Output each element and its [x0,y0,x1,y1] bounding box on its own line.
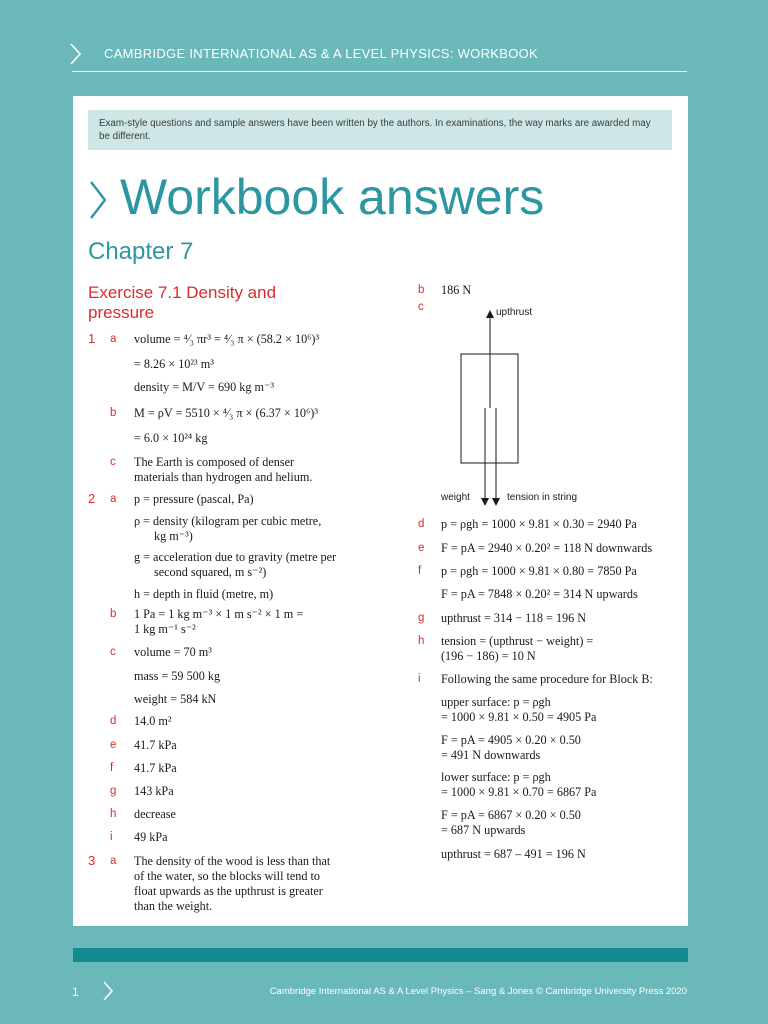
part-letter: c [110,646,116,658]
answer-line: mass = 59 500 kg [134,669,221,683]
force-diagram [430,300,630,515]
part-letter: e [418,542,425,554]
answer-line: g = acceleration due to gravity (metre per [134,550,337,564]
answer-line: F = pA = 7848 × 0.20² = 314 N upwards [441,587,638,601]
part-letter: a [110,855,117,867]
answer-line: upthrust = 687 – 491 = 196 N [441,847,586,861]
answer-line: The density of the wood is less than that [134,854,331,868]
answer-line: 143 kPa [134,784,174,798]
answer-line: kg m⁻³) [154,529,193,543]
answer-line: h = depth in fluid (metre, m) [134,587,274,601]
part-letter: g [418,612,425,624]
page-title: Workbook answers [120,169,545,225]
answer-line: weight = 584 kN [134,692,217,706]
answer-line: F = pA = 6867 × 0.20 × 0.50 [441,808,581,822]
part-letter: d [110,715,117,727]
chevron-right-icon [68,42,82,66]
answer-line: tension = (upthrust − weight) = [441,634,594,648]
part-letter: h [418,635,425,647]
answer-line: 1 Pa = 1 kg m⁻³ × 1 m s⁻² × 1 m = [134,607,304,621]
part-letter: i [110,831,113,843]
answer-line: volume = 70 m³ [134,645,212,659]
answer-line: p = ρgh = 1000 × 9.81 × 0.80 = 7850 Pa [441,564,637,578]
answer-line: Following the same procedure for Block B: [441,672,653,686]
copyright-line: Cambridge International AS & A Level Physics – Sang & Jones © Cambridge University Press 2020 [269,986,687,997]
question-number: 3 [88,853,96,868]
answer-line: 41.7 kPa [134,761,177,775]
answer-line: materials than hydrogen and helium. [134,470,313,484]
disclaimer-note: Exam-style questions and sample answers have been written by the authors. In examinations, the way marks are awarded may be different. [88,110,672,150]
part-letter: b [110,407,117,419]
answer-line: = 491 N downwards [441,748,541,762]
part-letter: a [110,493,117,505]
part-letter: i [418,673,421,685]
answer-line: = 6.0 × 10²⁴ kg [134,431,208,445]
answer-line: = 1000 × 9.81 × 0.50 = 4905 Pa [441,710,597,724]
part-letter: f [110,762,114,774]
answer-line: density = M/V = 690 kg m⁻³ [134,380,275,394]
answer-line: p = ρgh = 1000 × 9.81 × 0.30 = 2940 Pa [441,517,637,531]
answer-line: volume = ⁴⁄₃ πr³ = ⁴⁄₃ π × (58.2 × 10⁶)³ [134,332,320,346]
upthrust-label: upthrust [496,307,533,318]
answer-line: The Earth is composed of denser [134,455,295,469]
answer-line: F = pA = 4905 × 0.20 × 0.50 [441,733,581,747]
answer-line: upthrust = 314 − 118 = 196 N [441,611,587,625]
chevron-right-icon [88,180,108,220]
answer-line: F = pA = 2940 × 0.20² = 118 N downwards [441,541,653,555]
answer-line: lower surface: p = ρgh [441,770,551,784]
question-number: 1 [88,331,96,346]
weight-label: weight [441,492,470,503]
answer-line: = 687 N upwards [441,823,526,837]
part-letter: b [418,284,425,296]
answer-line: upper surface: p = ρgh [441,695,551,709]
answer-line: M = ρV = 5510 × ⁴⁄₃ π × (6.37 × 10⁶)³ [134,406,318,420]
answer-line: 49 kPa [134,830,168,844]
part-letter: d [418,518,425,530]
part-letter: b [110,608,117,620]
answer-line: ρ = density (kilogram per cubic metre, [134,514,322,528]
answer-line: 14.0 m² [134,714,172,728]
answer-line: of the water, so the blocks will tend to [134,869,321,883]
answer-line: = 8.26 × 10²³ m³ [134,357,214,371]
answer-line: (196 − 186) = 10 N [441,649,536,663]
part-letter: c [418,301,424,313]
part-letter: e [110,739,117,751]
page-number: 1 [72,985,79,999]
part-letter: f [418,565,422,577]
answer-line: 1 kg m⁻¹ s⁻² [134,622,196,636]
answer-line: float upwards as the upthrust is greater [134,884,323,898]
answer-line: than the weight. [134,899,213,913]
running-header: CAMBRIDGE INTERNATIONAL AS & A LEVEL PHYSICS: WORKBOOK [104,46,538,61]
tension-label: tension in string [507,492,578,503]
answer-line: second squared, m s⁻²) [154,565,267,579]
exercise-heading: Exercise 7.1 Density and pressure [88,283,277,322]
part-letter: h [110,808,117,820]
chapter-heading: Chapter 7 [88,238,194,265]
part-letter: c [110,456,116,468]
answer-line: = 1000 × 9.81 × 0.70 = 6867 Pa [441,785,597,799]
answer-line: 41.7 kPa [134,738,177,752]
answer-line: decrease [134,807,176,821]
question-number: 2 [88,491,96,506]
answer-line: 186 N [441,283,472,297]
answer-line: p = pressure (pascal, Pa) [134,492,254,506]
header-divider [72,71,687,72]
footer-bar [73,948,688,962]
part-letter: g [110,785,117,797]
part-letter: a [110,333,117,345]
chevron-right-icon [102,980,114,1002]
